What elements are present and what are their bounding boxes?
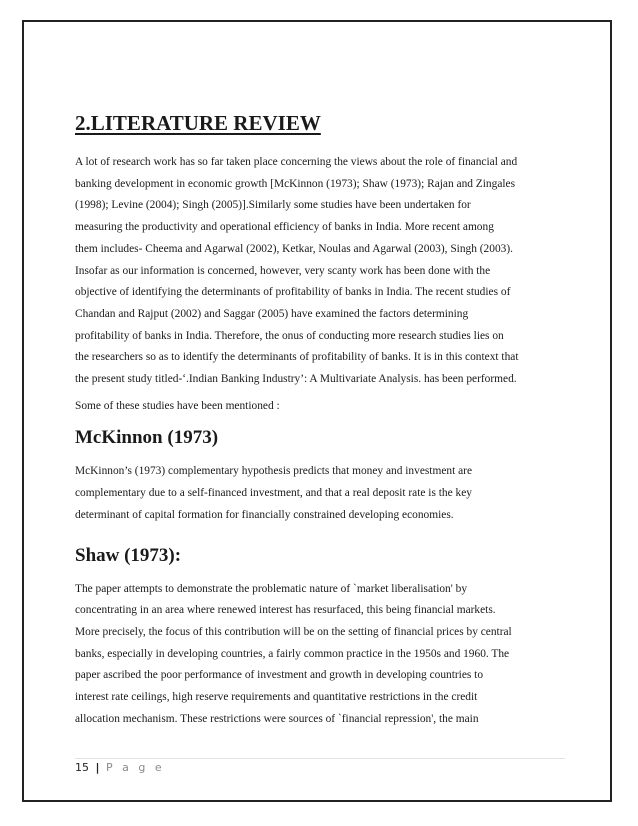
paragraph-line: A lot of research work has so far taken place concerning the views about the role of financial and (75, 156, 518, 168)
chapter-title: 2.LITERATURE REVIEW (75, 111, 321, 135)
paragraph-line: banks, especially in developing countries, a fairly common practice in the 1950s and 1960. The (75, 647, 510, 660)
studies-intro-line (75, 396, 570, 418)
paragraph-line: complementary due to a self-financed investment, and that a real deposit rate is the key (75, 487, 472, 500)
paragraph-line: them includes- Cheema and Agarwal (2002), Ketkar, Noulas and Agarwal (2003), Singh (2003). (75, 242, 513, 255)
paragraph-line: allocation mechanism. These restrictions were sources of `financial repression', the main (75, 712, 479, 725)
footer-separator: | (95, 761, 100, 774)
paragraph-line: interest rate ceilings, high reserve requirements and quantitative restrictions in the credit (75, 691, 478, 704)
paragraph-line: (1998); Levine (2004); Singh (2005)].Similarly some studies have been undertaken for (75, 199, 471, 212)
mckinnon-paragraph (75, 461, 570, 526)
paragraph-line: Insofar as our information is concerned, however, very scanty work has been done with the (75, 264, 491, 277)
paragraph-line: the present study titled-‘.Indian Banking Industry’: A Multivariate Analysis. has been performed. (75, 373, 517, 386)
section-heading-shaw: Shaw (1973): (75, 544, 182, 566)
paragraph-line: banking development in economic growth [McKinnon (1973); Shaw (1973); Rajan and Zingales (75, 177, 516, 190)
paragraph-line: measuring the productivity and operational efficiency of banks in India. More recent among (75, 221, 494, 234)
paragraph-line: paper ascribed the poor performance of investment and growth in developing countries to (75, 669, 484, 682)
paragraph-line: objective of identifying the determinants of profitability of banks in India. The recent studies of (75, 286, 511, 299)
paragraph-line: concentrating in an area where renewed interest has resurfaced, this being financial markets. (75, 604, 496, 617)
paragraph-line: Chandan and Rajput (2002) and Saggar (2005) have examined the factors determining (75, 307, 469, 320)
page-footer (75, 758, 565, 774)
paragraph-line: McKinnon’s (1973) complementary hypothesis predicts that money and investment are (75, 465, 472, 478)
paragraph-line: Some of these studies have been mentioned : (75, 399, 280, 412)
page-label: P a g e (106, 761, 165, 774)
paragraph-line: profitability of banks in India. Therefore, the onus of conducting more research studies lies on (75, 329, 504, 342)
section-heading-mckinnon: McKinnon (1973) (75, 427, 219, 449)
paragraph-line: the researchers so as to identify the determinants of profitability of banks. It is in this context that (75, 351, 519, 364)
intro-paragraph (75, 152, 570, 391)
paragraph-line: More precisely, the focus of this contribution will be on the setting of financial prices by central (75, 625, 512, 638)
paragraph-line: The paper attempts to demonstrate the problematic nature of `market liberalisation' by (75, 582, 468, 595)
page-content (75, 110, 570, 730)
shaw-paragraph (75, 579, 570, 731)
paragraph-line: determinant of capital formation for financially constrained developing economies. (75, 508, 454, 521)
page-number: 15 (75, 761, 89, 774)
